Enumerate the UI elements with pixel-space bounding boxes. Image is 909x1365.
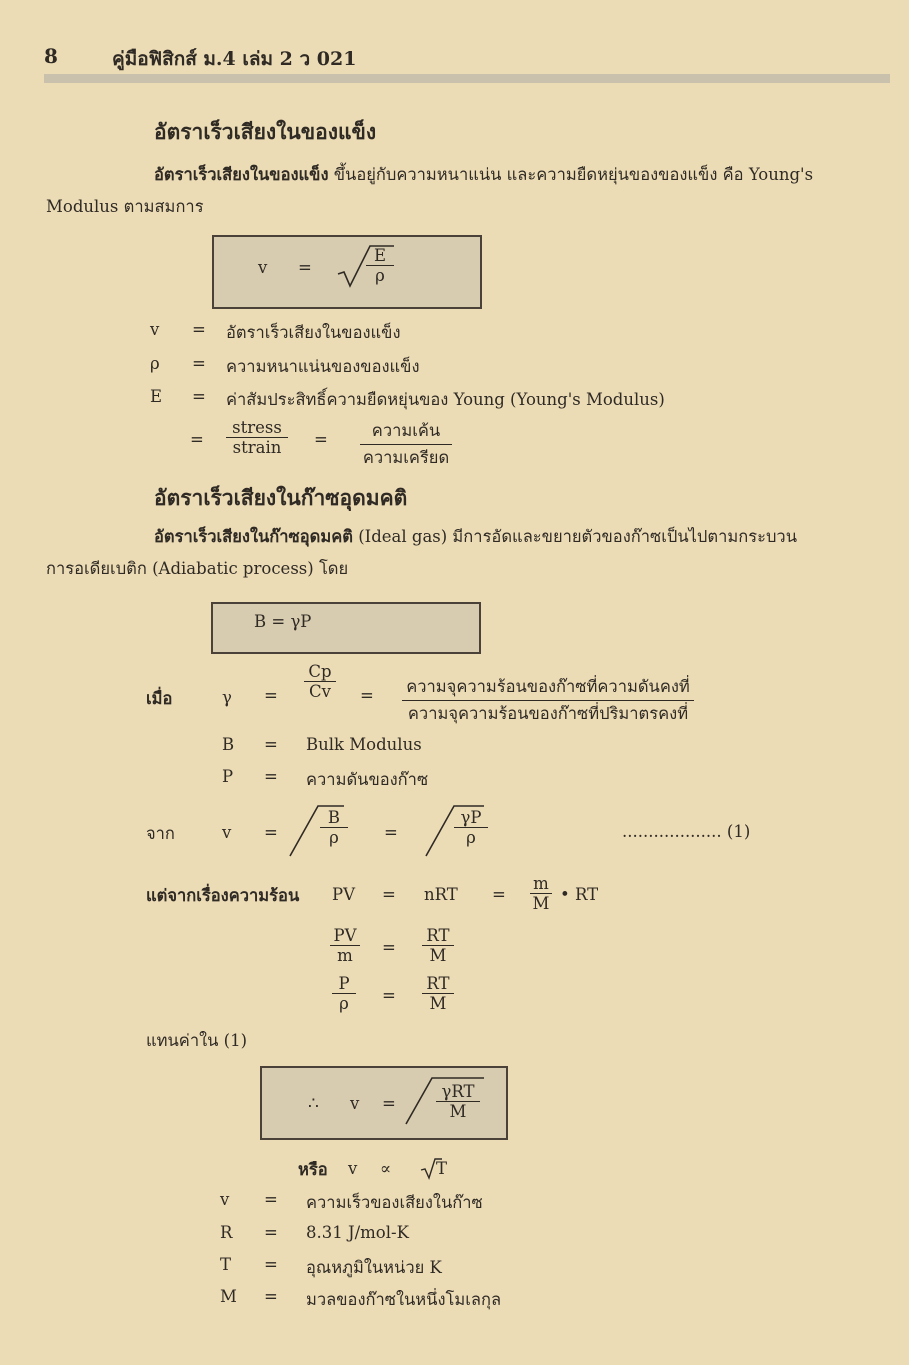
eq-sym: = bbox=[382, 938, 396, 957]
def-text: ค่าสัมประสิทธิ์ความยืดหยุ่นของ Young (Young's Modulus) bbox=[226, 390, 665, 409]
def-sym: E bbox=[150, 387, 163, 406]
cp-cv-frac bbox=[304, 662, 336, 701]
def-sym: B bbox=[222, 735, 235, 754]
frac-den: ความเครียด bbox=[362, 448, 450, 467]
gp-rho-frac bbox=[454, 808, 488, 847]
frac-den: M bbox=[532, 894, 550, 913]
solid-intro-line2: Modulus ตามสมการ bbox=[46, 197, 204, 216]
frac-den: ρ bbox=[339, 994, 349, 1013]
def-eq: = bbox=[264, 767, 278, 786]
frac-num: B bbox=[320, 808, 348, 828]
def-eq: = bbox=[264, 1190, 278, 1209]
when-label: เมื่อ bbox=[146, 689, 173, 708]
solid-formula-lhs: v bbox=[258, 258, 268, 277]
stress-thai-frac bbox=[360, 418, 452, 471]
def-text: ความเร็วของเสียงในก๊าซ bbox=[306, 1193, 483, 1212]
def-eq: = bbox=[264, 1255, 278, 1274]
def-sym: v bbox=[220, 1190, 230, 1209]
frac-den: M bbox=[429, 994, 447, 1013]
gas-intro-line1 bbox=[154, 524, 797, 550]
p-over-rho-frac bbox=[332, 974, 356, 1013]
stress-frac bbox=[226, 418, 288, 457]
eq-sym: = bbox=[264, 823, 278, 842]
def-eq: = bbox=[264, 1223, 278, 1242]
frac-den: ρ bbox=[375, 266, 385, 285]
frac-num: E bbox=[366, 246, 394, 266]
frac-num: P bbox=[332, 974, 356, 994]
frac-num: ความเค้น bbox=[360, 418, 452, 445]
final-eq: = bbox=[382, 1094, 396, 1113]
frac-num: RT bbox=[422, 974, 454, 994]
frac-den: ρ bbox=[329, 828, 339, 847]
proportional-icon: ∝ bbox=[380, 1159, 392, 1178]
def-eq: = bbox=[264, 1287, 278, 1306]
rt-over-M-frac bbox=[422, 974, 454, 1013]
gas-intro-rest: (Ideal gas) มีการอัดและขยายตัวของก๊าซเป็นไปตามกระบวน bbox=[353, 527, 797, 546]
frac-den: Cv bbox=[309, 682, 331, 701]
final-frac bbox=[436, 1082, 480, 1121]
solid-intro-line1 bbox=[154, 162, 813, 188]
frac-den: m bbox=[337, 946, 353, 965]
from-label: จาก bbox=[146, 824, 175, 843]
frac-num: m bbox=[530, 874, 552, 894]
def-eq: = bbox=[264, 735, 278, 754]
def-sym: T bbox=[220, 1255, 232, 1274]
gamma-eq2: = bbox=[360, 686, 374, 705]
frac-num: ความจุความร้อนของก๊าซที่ความดันคงที่ bbox=[402, 674, 694, 701]
frac-den: ρ bbox=[466, 828, 476, 847]
v-sym: v bbox=[222, 823, 232, 842]
header-divider bbox=[44, 74, 890, 83]
frac-num: PV bbox=[330, 926, 360, 946]
def-eq: = bbox=[192, 320, 206, 339]
frac-num: Cp bbox=[304, 662, 336, 682]
solid-intro-bold: อัตราเร็วเสียงในของแข็ง bbox=[154, 165, 329, 184]
eq-sym: = bbox=[382, 986, 396, 1005]
equation-number: ................... (1) bbox=[622, 822, 751, 841]
solid-intro-rest: ขึ้นอยู่กับความหนาแน่น และความยืดหยุ่นของของแข็ง คือ Young's bbox=[328, 165, 814, 184]
or-label: หรือ bbox=[298, 1160, 328, 1179]
gas-intro-line2: การอเดียเบติก (Adiabatic process) โดย bbox=[46, 559, 349, 578]
frac-den: ความจุความร้อนของก๊าซที่ปริมาตรคงที่ bbox=[407, 704, 689, 723]
frac-den: strain bbox=[232, 438, 282, 457]
rt-over-M-frac bbox=[422, 926, 454, 965]
gamma-eq: = bbox=[264, 686, 278, 705]
frac-den: M bbox=[449, 1102, 467, 1121]
frac-den: M bbox=[429, 946, 447, 965]
page-number: 8 bbox=[44, 44, 58, 68]
def-text: 8.31 J/mol-K bbox=[306, 1223, 409, 1242]
def-text: Bulk Modulus bbox=[306, 735, 422, 754]
def-text: ความหนาแน่นของของแข็ง bbox=[226, 357, 420, 376]
substitute-label: แทนค่าใน (1) bbox=[146, 1031, 248, 1050]
def-text: มวลของก๊าซในหนึ่งโมเลกุล bbox=[306, 1290, 502, 1309]
def-eq: = bbox=[192, 354, 206, 373]
final-v: v bbox=[350, 1094, 360, 1113]
solid-heading: อัตราเร็วเสียงในของแข็ง bbox=[154, 119, 377, 144]
rt-term: • RT bbox=[560, 885, 599, 904]
def-text: อัตราเร็วเสียงในของแข็ง bbox=[226, 323, 401, 342]
bulk-formula: B = γP bbox=[254, 612, 312, 631]
eq-sym: = bbox=[382, 885, 396, 904]
pv-over-m-frac bbox=[330, 926, 360, 965]
eq2-sym: = bbox=[384, 823, 398, 842]
gas-intro-bold: อัตราเร็วเสียงในก๊าซอุดมคติ bbox=[154, 527, 353, 546]
def-sym: v bbox=[150, 320, 160, 339]
m-over-M-frac bbox=[530, 874, 552, 913]
eq-sym: = bbox=[492, 885, 506, 904]
bulk-formula-box bbox=[211, 602, 481, 654]
frac-num: RT bbox=[422, 926, 454, 946]
frac-num: γRT bbox=[436, 1082, 480, 1102]
def-sym: M bbox=[220, 1287, 237, 1306]
heat-label: แต่จากเรื่องความร้อน bbox=[146, 886, 300, 905]
stress-eq2: = bbox=[314, 430, 328, 449]
prop-v: v bbox=[348, 1159, 358, 1178]
def-sym: R bbox=[220, 1223, 233, 1242]
frac-num: stress bbox=[226, 418, 288, 438]
gas-heading: อัตราเร็วเสียงในก๊าซอุดมคติ bbox=[154, 485, 408, 510]
def-eq: = bbox=[192, 387, 206, 406]
def-text: ความดันของก๊าซ bbox=[306, 770, 429, 789]
def-sym: ρ bbox=[150, 354, 160, 373]
therefore-icon: ∴ bbox=[308, 1094, 319, 1114]
nrt-term: nRT bbox=[424, 885, 458, 904]
solid-formula-eq: = bbox=[298, 258, 312, 277]
book-title: คู่มือฟิสิกส์ ม.4 เล่ม 2 ว 021 bbox=[112, 48, 357, 70]
frac-num: γP bbox=[454, 808, 488, 828]
def-sym: P bbox=[222, 767, 234, 786]
def-text: อุณหภูมิในหน่วย K bbox=[306, 1258, 442, 1277]
stress-eq: = bbox=[190, 430, 204, 449]
b-rho-frac bbox=[320, 808, 348, 847]
sqrt-t: T bbox=[436, 1159, 448, 1178]
gamma-sym: γ bbox=[222, 688, 232, 707]
solid-formula-frac bbox=[366, 246, 394, 285]
gamma-thai-frac bbox=[402, 674, 694, 727]
pv-term: PV bbox=[332, 885, 356, 904]
